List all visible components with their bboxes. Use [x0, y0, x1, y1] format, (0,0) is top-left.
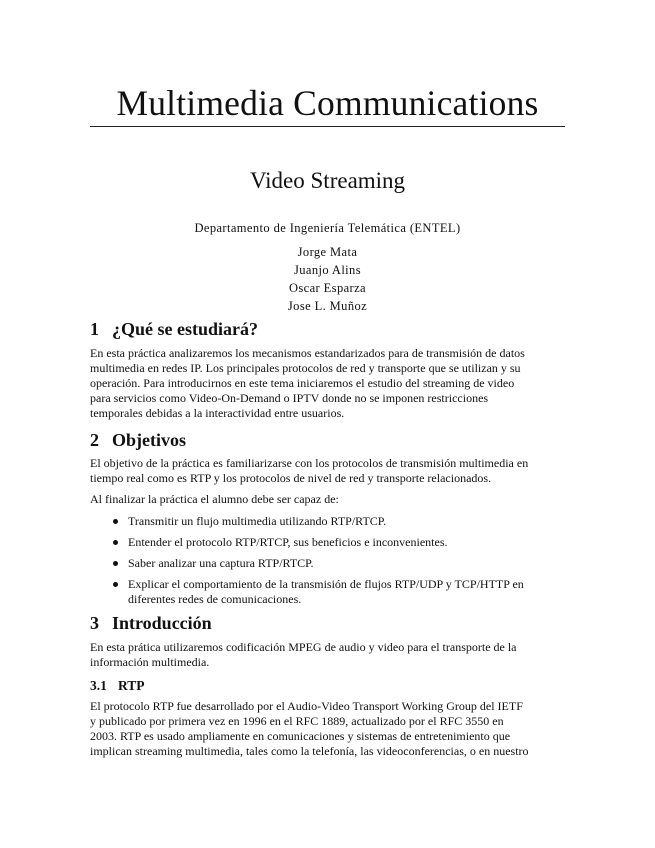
text-line: 2003. RTP es usado ampliamente en comunicaciones y sistemas de entretenimiento que: [90, 729, 511, 743]
bullet-icon: [113, 582, 118, 587]
section-number: 2: [90, 430, 99, 450]
section-number: 3.1: [90, 678, 107, 693]
bullet-icon: [113, 540, 118, 545]
list-item-text: Entender el protocolo RTP/RTCP, sus beneficios e inconvenientes.: [128, 535, 448, 549]
text-line: para servicios como Video-On-Demand o IPTV donde no se imponen restricciones: [90, 391, 489, 405]
objectives-list: [90, 514, 565, 613]
list-item-text: diferentes redes de comunicaciones.: [128, 592, 302, 606]
author-1: Jorge Mata: [297, 245, 358, 259]
text-line: En esta prática utilizaremos codificación MPEG de audio y video para el transporte de la: [90, 640, 517, 654]
text-line: tiempo real como es RTP y los protocolos de nivel de red y transporte relacionados.: [90, 471, 492, 485]
text-line: operación. Para introducirnos en este tema iniciaremos el estudio del streaming de video: [90, 376, 515, 390]
section-2-paragraph-1: [90, 456, 565, 486]
text-line: multimedia en redes IP. Los principales protocolos de red y transporte que se utilizan y su: [90, 361, 521, 375]
section-2-paragraph-2: [90, 492, 565, 507]
section-title: RTP: [118, 678, 145, 693]
list-item-text: Saber analizar una captura RTP/RTCP.: [128, 556, 314, 570]
section-3-paragraph: [90, 640, 565, 670]
section-1-paragraph: [90, 346, 565, 421]
section-heading-3: [90, 613, 212, 634]
list-item: [90, 535, 565, 550]
section-number: 3: [90, 613, 99, 633]
list-item: [90, 514, 565, 529]
section-title: Introducción: [112, 613, 212, 633]
bullet-icon: [113, 561, 118, 566]
list-item: [90, 577, 565, 607]
subsection-heading-3-1: [90, 678, 145, 694]
section-heading-2: [90, 430, 186, 451]
author-2: Juanjo Alins: [294, 263, 361, 277]
text-line: implican streaming multimedia, tales como la telefonía, las videoconferencias, o en nuestro: [90, 744, 529, 758]
text-line: información multimedia.: [90, 655, 210, 669]
text-line: En esta práctica analizaremos los mecanismos estandarizados para de transmisión de datos: [90, 346, 525, 360]
section-title: ¿Qué se estudiará?: [112, 319, 258, 339]
bullet-icon: [113, 519, 118, 524]
text-line: y publicado por primera vez en 1996 en el RFC 1889, actualizado por el RFC 3550 en: [90, 714, 504, 728]
list-item: [90, 556, 565, 571]
text-line: El objetivo de la práctica es familiarizarse con los protocolos de transmisión multimedia en: [90, 456, 529, 470]
section-number: 1: [90, 319, 99, 339]
section-heading-1: [90, 319, 258, 340]
list-item-text: Transmitir un flujo multimedia utilizando RTP/RTCP.: [128, 514, 387, 528]
text-line: El protocolo RTP fue desarrollado por el Audio-Video Transport Working Group del IETF: [90, 699, 523, 713]
author-4: Jose L. Muñoz: [287, 299, 368, 313]
section-title: Objetivos: [112, 430, 186, 450]
title-underline: [90, 126, 565, 127]
department: Departamento de Ingeniería Telemática (ENTEL): [194, 221, 461, 235]
document-subtitle: Video Streaming: [249, 168, 406, 193]
author-3: Oscar Esparza: [288, 281, 367, 295]
text-line: Al finalizar la práctica el alumno debe ser capaz de:: [90, 492, 339, 506]
subsection-3-1-paragraph: [90, 699, 565, 759]
document-title: Multimedia Communications: [116, 83, 539, 123]
list-item-text: Explicar el comportamiento de la transmisión de flujos RTP/UDP y TCP/HTTP en: [128, 577, 524, 591]
text-line: temporales debidas a la interactividad entre usuarios.: [90, 406, 345, 420]
